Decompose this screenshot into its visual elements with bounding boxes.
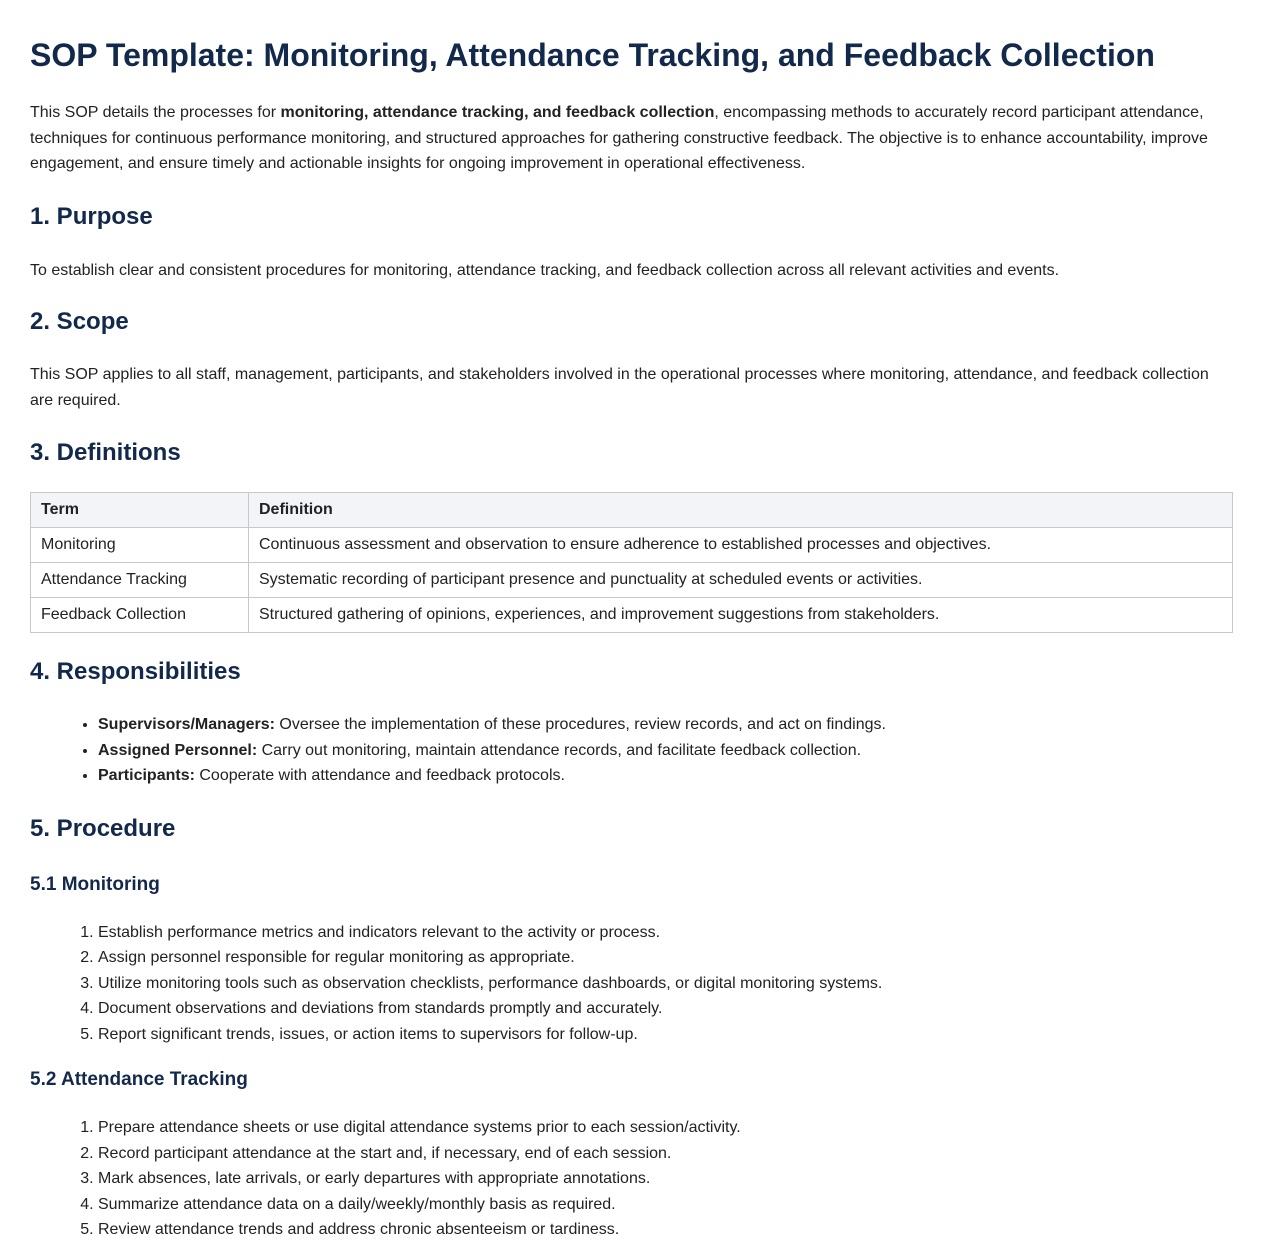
scope-text: This SOP applies to all staff, management, participants, and stakeholders involved in the operational processes where monitoring, attendance, and feedback collection are required. [30, 366, 1209, 409]
role-label: Supervisors/Managers: [98, 716, 275, 733]
table-row [31, 528, 1233, 563]
list-item: 3. Mark absences, late arrivals, or early departures with appropriate annotations. [98, 1166, 1233, 1192]
intro-text-end: , encompassing methods to accurately record participant attendance, techniques for continuous performance monitoring, and structured approaches for gathering constructive feedback. The objective is to enhance accountability, improve engagement, and ensure timely and actionable insights for ongoing improvement in operational effectiveness. [30, 104, 1208, 172]
table-row [31, 598, 1233, 633]
column-header-term: Term [31, 493, 249, 528]
list-item: 4. Document observations and deviations from standards promptly and accurately. [98, 996, 1233, 1022]
table-header-row [31, 493, 1233, 528]
attendance-steps-list [30, 1115, 1233, 1243]
list-item [98, 763, 1233, 789]
document-title: SOP Template: Monitoring, Attendance Tracking, and Feedback Collection [30, 37, 1155, 73]
definition-cell: Systematic recording of participant presence and punctuality at scheduled events or activities. [249, 563, 1233, 598]
term-cell: Monitoring [31, 528, 249, 563]
intro-paragraph [30, 100, 1233, 177]
role-label: Assigned Personnel: [98, 741, 258, 759]
table-row [31, 563, 1233, 598]
role-description: Oversee the implementation of these procedures, review records, and act on findings. [274, 716, 886, 733]
list-item: 3. Utilize monitoring tools such as observation checklists, performance dashboards, or digital monitoring systems. [98, 971, 1233, 997]
column-header-definition: Definition [249, 493, 1233, 528]
list-item: 1. Establish performance metrics and indicators relevant to the activity or process. [98, 920, 1233, 946]
procedure-heading: 5. Procedure [30, 814, 176, 842]
term-cell: Attendance Tracking [31, 563, 249, 598]
list-item: 2. Record participant attendance at the start and, if necessary, end of each session. [98, 1141, 1233, 1167]
role-description: Carry out monitoring, maintain attendance records, and facilitate feedback collection. [257, 741, 862, 759]
responsibilities-heading: 4. Responsibilities [30, 658, 241, 685]
scope-heading: 2. Scope [30, 308, 129, 335]
attendance-subheading: 5.2 Attendance Tracking [30, 1069, 248, 1090]
monitoring-subheading: 5.1 Monitoring [30, 873, 160, 895]
purpose-text: To establish clear and consistent procedures for monitoring, attendance tracking, and feedback collection across all relevant activities and events. [30, 261, 1060, 279]
definition-cell: Continuous assessment and observation to ensure adherence to established processes and objectives. [249, 528, 1233, 563]
list-item: 2. Assign personnel responsible for regular monitoring as appropriate. [98, 945, 1233, 971]
definitions-table [30, 492, 1233, 633]
definition-cell: Structured gathering of opinions, experiences, and improvement suggestions from stakeholders. [249, 598, 1233, 633]
responsibilities-list [30, 712, 1233, 789]
intro-text-start: This SOP details the processes for [30, 104, 281, 121]
purpose-heading: 1. Purpose [30, 202, 153, 230]
list-item [98, 712, 1233, 738]
intro-text-bold: monitoring, attendance tracking, and feedback collection [280, 104, 715, 121]
definitions-heading: 3. Definitions [30, 439, 181, 466]
monitoring-steps-list [30, 920, 1233, 1048]
list-item: 1. Prepare attendance sheets or use digital attendance systems prior to each session/activity. [98, 1115, 1233, 1141]
role-description: Cooperate with attendance and feedback protocols. [194, 767, 565, 784]
term-cell: Feedback Collection [31, 598, 249, 633]
role-label: Participants: [98, 767, 195, 784]
list-item [98, 738, 1233, 764]
list-item: 5. Report significant trends, issues, or action items to supervisors for follow-up. [98, 1022, 1233, 1048]
list-item: 4. Summarize attendance data on a daily/weekly/monthly basis as required. [98, 1192, 1233, 1218]
list-item: 5. Review attendance trends and address chronic absenteeism or tardiness. [98, 1217, 1233, 1243]
